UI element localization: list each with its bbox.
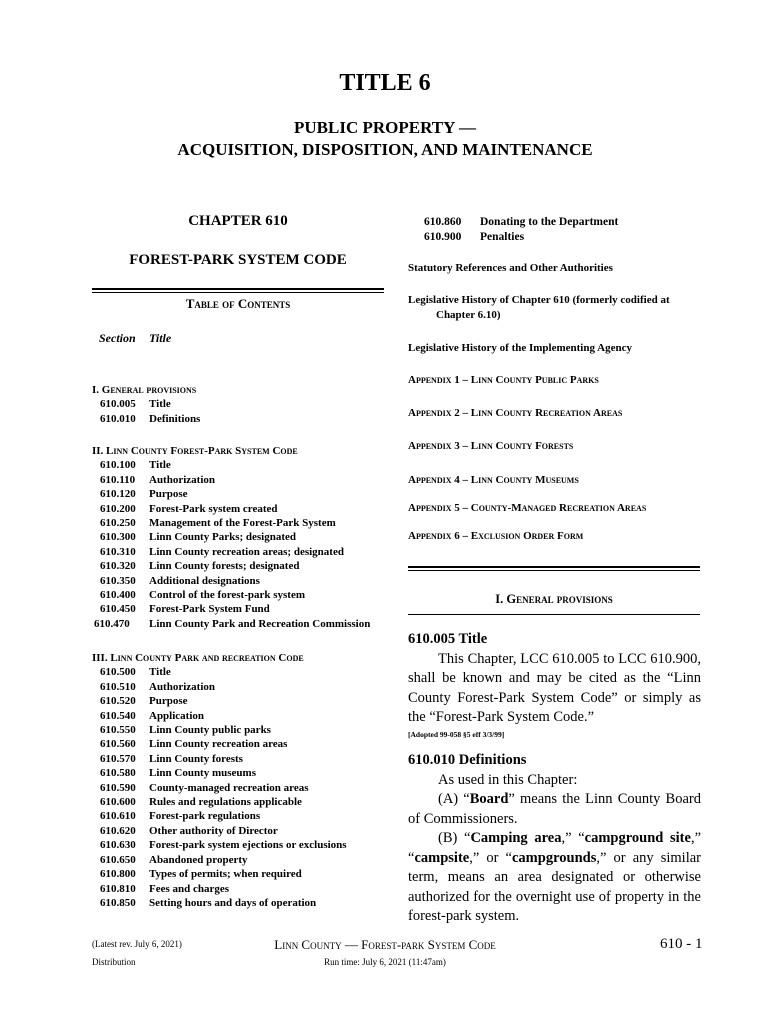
toc-row[interactable]: 610.520 Purpose: [100, 695, 188, 708]
toc-row[interactable]: 610.510 Authorization: [100, 680, 215, 693]
section-610-010: [408, 751, 701, 927]
appendix-5-link[interactable]: Appendix 5 – County-Managed Recreation Areas: [408, 502, 647, 514]
toc-row[interactable]: 610.650 Abandoned property: [100, 853, 248, 866]
code-title: FOREST-PARK SYSTEM CODE: [129, 252, 347, 268]
toc-row[interactable]: 610.600 Rules and regulations applicable: [100, 796, 302, 809]
subtitle-line-2: ACQUISITION, DISPOSITION, AND MAINTENANCE: [177, 140, 593, 159]
toc-row[interactable]: 610.250 Management of the Forest-Park System: [100, 517, 336, 530]
section-body: This Chapter, LCC 610.005 to LCC 610.900, shall be known and may be cited as the “Linn County Forest-Park System Code” or simply as the “Forest-Park System Code.”: [408, 650, 701, 725]
run-time: Run time: July 6, 2021 (11:47am): [324, 957, 446, 967]
divider: [408, 614, 700, 615]
toc-row[interactable]: 610.350 Additional designations: [100, 574, 260, 587]
toc-col-title: Title: [149, 331, 172, 345]
legislative-agency-link[interactable]: Legislative History of the Implementing Agency: [408, 342, 632, 354]
toc-row[interactable]: 610.850 Setting hours and days of operation: [100, 896, 317, 909]
toc-group: [92, 651, 347, 910]
section-title: 610.005 Title: [408, 631, 488, 647]
toc-row[interactable]: 610.800 Types of permits; when required: [100, 868, 302, 881]
toc-column-headers: [99, 331, 171, 346]
toc-row[interactable]: 610.560 Linn County recreation areas: [100, 738, 288, 751]
toc-row[interactable]: 610.860 Donating to the Department: [424, 216, 619, 228]
toc-row[interactable]: 610.620 Other authority of Director: [100, 824, 278, 837]
section-intro: As used in this Chapter:: [438, 771, 578, 788]
toc-row[interactable]: 610.320 Linn County forests; designated: [100, 560, 300, 573]
statutory-references-link[interactable]: Statutory References and Other Authorities: [408, 262, 613, 274]
toc-group-heading: II. Linn County Forest-Park System Code: [92, 445, 298, 457]
toc-col-section: Section: [99, 331, 136, 345]
section-heading: I. General provisions: [495, 592, 613, 606]
definition-a: (A) “Board” means the Linn County Board of Commissioners.: [408, 791, 701, 827]
toc-row[interactable]: 610.110 Authorization: [100, 473, 215, 486]
toc-row[interactable]: 610.100 Title: [100, 459, 171, 472]
legislative-history-link[interactable]: Legislative History of Chapter 610 (formerly codified at Chapter 6.10): [408, 294, 670, 321]
toc-title: Table of Contents: [185, 296, 291, 311]
toc-row[interactable]: 610.200 Forest-Park system created: [100, 502, 278, 515]
toc-row[interactable]: 610.590 County-managed recreation areas: [100, 781, 309, 794]
definition-b: (B) “Camping area,” “campground site,” “campsite,” or “campgrounds,” or any similar term, means an area designated or otherwise authorized for the overnight use of property in the forest-park system.: [408, 830, 702, 924]
toc-group-heading: I. General provisions: [92, 384, 197, 396]
toc-row[interactable]: 610.500 Title: [100, 666, 171, 679]
chapter-heading: CHAPTER 610: [188, 213, 288, 229]
appendix-2-link[interactable]: Appendix 2 – Linn County Recreation Areas: [408, 407, 623, 419]
divider: [408, 566, 700, 571]
adopted-note: [Adopted 99-058 §5 eff 3/3/99]: [408, 729, 505, 739]
toc-row[interactable]: 610.610 Forest-park regulations: [100, 810, 261, 823]
toc-row[interactable]: 610.580 Linn County museums: [100, 767, 256, 780]
appendix-1-link[interactable]: Appendix 1 – Linn County Public Parks: [408, 374, 599, 386]
toc-row[interactable]: 610.300 Linn County Parks; designated: [100, 531, 297, 544]
toc-row[interactable]: 610.120 Purpose: [100, 488, 188, 501]
toc-row[interactable]: 610.550 Linn County public parks: [100, 724, 271, 737]
revision-date: (Latest rev. July 6, 2021): [92, 939, 182, 949]
toc-row[interactable]: 610.810 Fees and charges: [100, 882, 230, 895]
section-title: 610.010 Definitions: [408, 752, 527, 768]
toc-row[interactable]: 610.310 Linn County recreation areas; designated: [100, 545, 344, 558]
appendix-3-link[interactable]: Appendix 3 – Linn County Forests: [408, 440, 574, 452]
footer-title: Linn County — Forest-park System Code: [274, 937, 496, 952]
toc-row[interactable]: 610.400 Control of the forest-park system: [100, 589, 306, 602]
toc-row[interactable]: 610.010 Definitions: [100, 412, 201, 425]
page-title: TITLE 6: [339, 70, 431, 96]
toc-row[interactable]: 610.540 Application: [100, 709, 205, 722]
page-number: 610 - 1: [660, 936, 703, 952]
divider: [92, 288, 384, 293]
distribution-label: Distribution: [92, 957, 136, 967]
subtitle-line-1: PUBLIC PROPERTY —: [293, 118, 476, 137]
toc-group: [92, 444, 370, 631]
toc-group: [92, 383, 200, 426]
toc-row[interactable]: 610.450 Forest-Park System Fund: [100, 603, 270, 616]
toc-continued: [408, 215, 618, 244]
toc-row[interactable]: 610.630 Forest-park system ejections or exclusions: [100, 839, 347, 852]
appendix-6-link[interactable]: Appendix 6 – Exclusion Order Form: [408, 530, 584, 542]
toc-row[interactable]: 610.470 Linn County Park and Recreation Commission: [94, 617, 371, 630]
toc-group-heading: III. Linn County Park and recreation Code: [92, 652, 304, 664]
section-610-005: [408, 630, 701, 742]
toc-row[interactable]: 610.570 Linn County forests: [100, 752, 243, 765]
toc-row[interactable]: 610.900 Penalties: [424, 230, 525, 243]
appendix-4-link[interactable]: Appendix 4 – Linn County Museums: [408, 474, 579, 486]
toc-row[interactable]: 610.005 Title: [100, 398, 171, 411]
